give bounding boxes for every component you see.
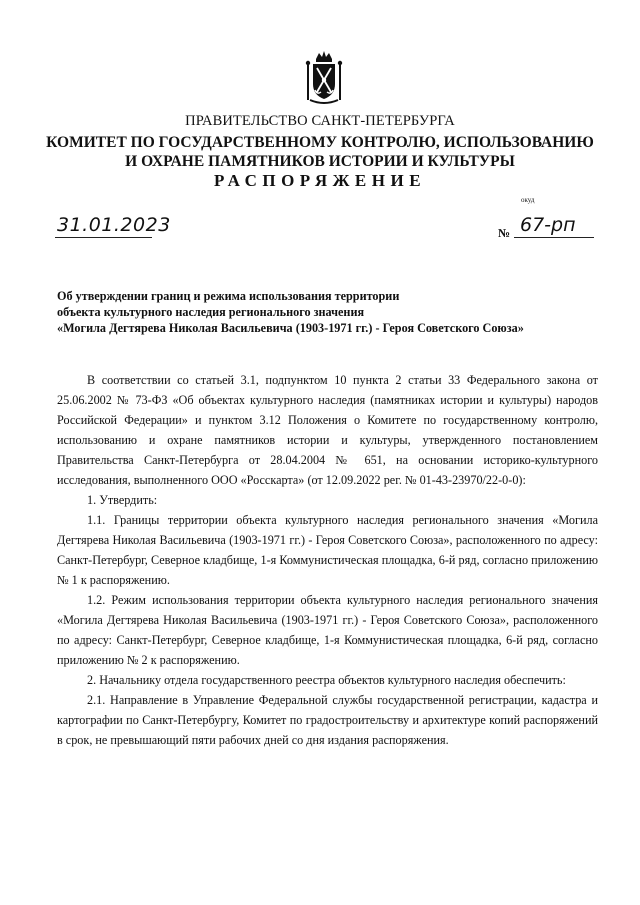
number-underline bbox=[514, 237, 594, 238]
document-subject bbox=[57, 288, 597, 336]
document-body bbox=[57, 370, 598, 750]
clause-2: 2. Начальнику отдела государственного реестра объектов культурного наследия обеспечить: bbox=[87, 673, 566, 687]
committee-name-line-2: И ОХРАНЕ ПАМЯТНИКОВ ИСТОРИИ И КУЛЬТУРЫ bbox=[125, 153, 515, 170]
government-name: ПРАВИТЕЛЬСТВО САНКТ-ПЕТЕРБУРГА bbox=[185, 113, 455, 129]
committee-name-line-1: КОМИТЕТ ПО ГОСУДАРСТВЕННОМУ КОНТРОЛЮ, ИСПОЛЬЗОВАНИЮ bbox=[46, 134, 594, 151]
subject-line-2: объекта культурного наследия регионального значения bbox=[57, 305, 365, 319]
clause-1: 1. Утвердить: bbox=[87, 493, 158, 507]
okud-label: окуд bbox=[521, 196, 535, 204]
document-date: 31.01.2023 bbox=[57, 214, 171, 236]
committee-name bbox=[0, 133, 640, 171]
coat-of-arms-icon bbox=[302, 50, 346, 106]
clause-1-2: 1.2. Режим использования территории объекта культурного наследия регионального значения «Могила Дегтярева Николая Васильевича (1903-1971 гг.) - Героя Советского Союза», расположенного по адресу: Санкт-Петербург, Северное кладбище, 1-я Коммунистическая площадка, 6-й ряд, согласно приложению № 2 к распоряжению. bbox=[57, 593, 598, 667]
clause-1-1: 1.1. Границы территории объекта культурного наследия регионального значения «Могила Дегтярева Николая Васильевича (1903-1971 гг.) - Героя Советского Союза», расположенного по адресу: Санкт-Петербург, Северное кладбище, 1-я Коммунистическая площадка, 6-й ряд, согласно приложению № 1 к распоряжению. bbox=[57, 513, 598, 587]
date-underline bbox=[55, 237, 152, 238]
subject-line-3: «Могила Дегтярева Николая Васильевича (1903-1971 гг.) - Героя Советского Союза» bbox=[57, 321, 524, 335]
preamble-paragraph: В соответствии со статьей 3.1, подпунктом 10 пункта 2 статьи 33 Федерального закона от 25.06.2002 № 73-ФЗ «Об объектах культурного наследия (памятниках истории и культуры) народов Российской Федерации» и пунктом 3.12 Положения о Комитете по государственному контролю, использованию и охране памятников истории и культуры, утвержденного постановлением Правительства Санкт-Петербурга от 28.04.2004 № 651, на основании историко-культурного исследования, выполненного ООО «Росскарта» (от 12.09.2022 рег. № 01-43-23970/22-0-0): bbox=[57, 373, 598, 487]
document-type-title: РАСПОРЯЖЕНИЕ bbox=[213, 171, 427, 190]
subject-line-1: Об утверждении границ и режима использования территории bbox=[57, 289, 400, 303]
number-sign: № bbox=[498, 226, 511, 240]
document-number: 67-рп bbox=[520, 214, 576, 236]
clause-2-1: 2.1. Направление в Управление Федеральной службы государственной регистрации, кадастра и картографии по Санкт-Петербургу, Комитет по градостроительству и архитектуре копий распоряжений в срок, не превышающий пяти рабочих дней со дня издания распоряжения. bbox=[57, 693, 598, 747]
